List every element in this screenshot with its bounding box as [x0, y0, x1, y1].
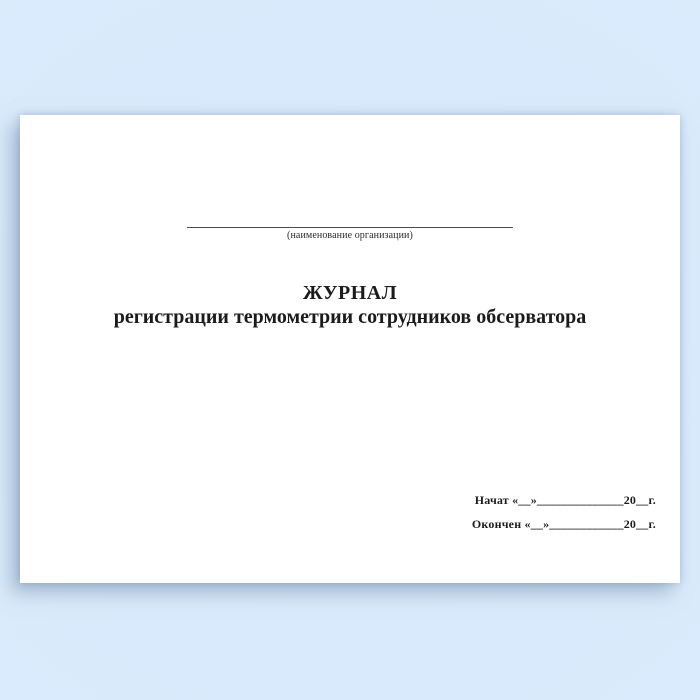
date-finished: Окончен «__»____________20__г. [471, 517, 656, 531]
journal-subtitle: регистрации термометрии сотрудников обсерватора [113, 306, 587, 328]
journal-title: ЖУРНАЛ [302, 282, 398, 304]
date-started: Начат «__»______________20__г. [474, 493, 656, 507]
journal-cover-page [20, 115, 680, 583]
title-block [20, 281, 680, 330]
organization-name-block [187, 227, 513, 241]
organization-name-line [187, 227, 513, 228]
dates-block [472, 488, 656, 536]
organization-caption: (наименование организации) [287, 230, 413, 241]
